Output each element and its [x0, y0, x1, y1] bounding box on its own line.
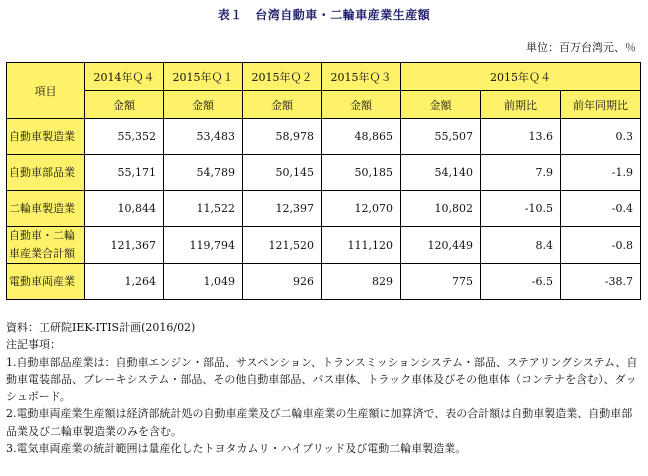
row-label: 二輪車製造業: [7, 191, 85, 227]
table-cell: 775: [401, 264, 481, 300]
table-row: [7, 119, 641, 155]
period-header: 2015年Ｑ３: [322, 63, 401, 91]
notes-heading: 注記事項：: [6, 338, 61, 352]
table-cell: 54,140: [401, 155, 481, 191]
metric-header: 金額: [401, 91, 481, 119]
table-cell: 1,049: [164, 264, 243, 300]
row-label: 自動車部品業: [7, 155, 85, 191]
table-cell: 48,865: [322, 119, 401, 155]
row-label: 自動車・二輪車産業合計額: [7, 227, 85, 264]
note-item: 2.電動車両産業生産額は経済部統計処の自動車産業及び二輪車産業の生産額に加算済で、表の合計額は自動車製造業、自動車部品業及び二輪車製造業のみを含む。: [6, 407, 633, 438]
metric-header: 金額: [322, 91, 401, 119]
table-cell: 54,789: [164, 155, 243, 191]
period-header: 2015年Ｑ４: [401, 63, 641, 91]
row-label: 自動車製造業: [7, 119, 85, 155]
table-row: [7, 191, 641, 227]
metric-header: 金額: [85, 91, 164, 119]
note-item: 1.自動車部品産業は：自動車エンジン・部品、サスペンション、トランスミッションシステム・部品、ステアリングシステム、自動車電装部品、ブレーキシステム・部品、その他自動車部品、バス車体、トラック車体及びその他車体（コンテナを含む）、ダッシュボード。: [6, 355, 638, 404]
table-cell: 12,070: [322, 191, 401, 227]
table-cell: -10.5: [481, 191, 561, 227]
unit-label: 単位：百万台湾元、％: [526, 41, 636, 54]
note-item: 3.電気車両産業の統計範囲は量産化したトヨタカムリ・ハイブリッド及び電動二輪車製造業。: [6, 442, 467, 456]
table-cell: 111,120: [322, 227, 401, 264]
metric-header: 前期比: [481, 91, 561, 119]
table-cell: -0.8: [561, 227, 641, 264]
table-cell: -0.4: [561, 191, 641, 227]
period-header: 2015年Ｑ２: [243, 63, 322, 91]
row-label: 電動車両産業: [7, 264, 85, 300]
table-cell: 8.4: [481, 227, 561, 264]
table-cell: 926: [243, 264, 322, 300]
table-cell: 53,483: [164, 119, 243, 155]
table-cell: 55,171: [85, 155, 164, 191]
header-row-metrics: [7, 91, 641, 119]
table-cell: 10,844: [85, 191, 164, 227]
table-cell: 0.3: [561, 119, 641, 155]
table-cell: 121,367: [85, 227, 164, 264]
table-cell: 7.9: [481, 155, 561, 191]
table-row: [7, 227, 641, 264]
metric-header: 金額: [164, 91, 243, 119]
source-note: 資料：工研院IEK-ITIS計画(2016/02): [6, 321, 196, 334]
table-cell: 50,145: [243, 155, 322, 191]
item-header: 項目: [7, 63, 85, 119]
table-cell: 119,794: [164, 227, 243, 264]
table-cell: 10,802: [401, 191, 481, 227]
table-cell: 13.6: [481, 119, 561, 155]
table-cell: 121,520: [243, 227, 322, 264]
period-header: 2014年Ｑ４: [85, 63, 164, 91]
table-cell: 12,397: [243, 191, 322, 227]
table-cell: 11,522: [164, 191, 243, 227]
period-header: 2015年Ｑ１: [164, 63, 243, 91]
metric-header: 金額: [243, 91, 322, 119]
table-row: [7, 155, 641, 191]
table-cell: -6.5: [481, 264, 561, 300]
table-row: [7, 264, 641, 300]
table-cell: 58,978: [243, 119, 322, 155]
metric-header: 前年同期比: [561, 91, 641, 119]
table-cell: 1,264: [85, 264, 164, 300]
header-row-periods: [7, 63, 641, 91]
notes-section: [6, 319, 642, 457]
table-cell: 120,449: [401, 227, 481, 264]
table-cell: 55,507: [401, 119, 481, 155]
table-cell: -1.9: [561, 155, 641, 191]
table-cell: 829: [322, 264, 401, 300]
production-table: [6, 62, 641, 300]
table-cell: 50,185: [322, 155, 401, 191]
table-title: 表１ 台湾自動車・二輪車産業生産額: [217, 8, 431, 22]
table-cell: -38.7: [561, 264, 641, 300]
table-cell: 55,352: [85, 119, 164, 155]
